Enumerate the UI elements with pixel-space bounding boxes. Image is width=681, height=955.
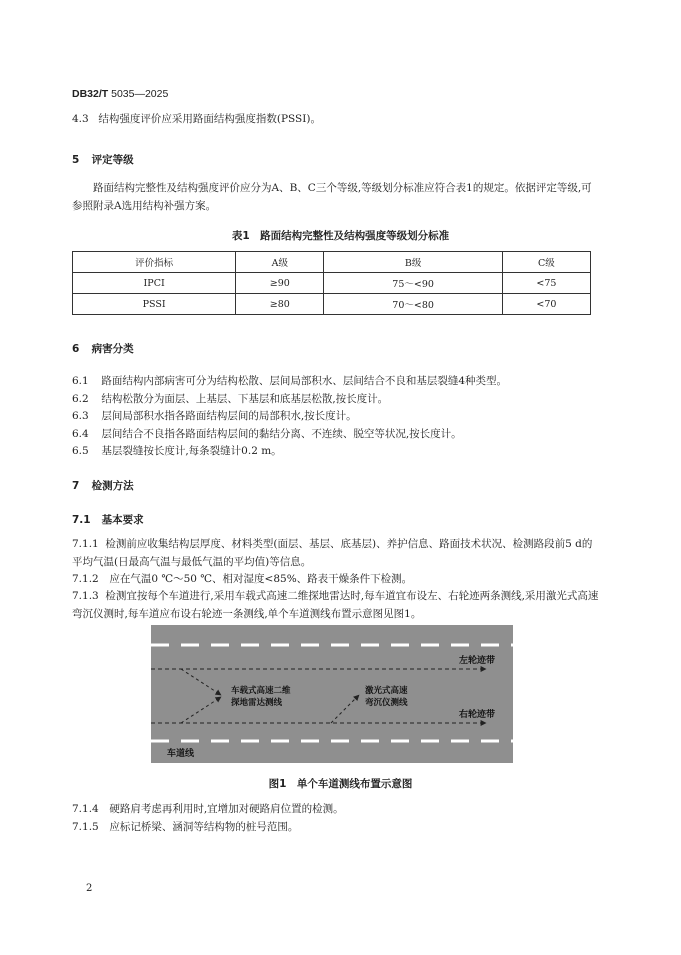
section-6-heading xyxy=(72,341,134,357)
section-7-1-heading xyxy=(72,512,144,528)
section-number: 7 xyxy=(72,480,80,492)
clause-number: 6.5 xyxy=(72,445,89,457)
table-cell: ≥80 xyxy=(236,294,324,315)
clause-number: 7.1.5 xyxy=(72,821,99,833)
clause-7-1-5 xyxy=(72,819,298,835)
table-row xyxy=(73,273,591,294)
gpr-label-line2: 探地雷达测线 xyxy=(231,698,283,708)
clause-number: 7.1.3 xyxy=(72,590,99,602)
clause-7-1-2 xyxy=(72,571,412,587)
left-track-label: 左轮迹带 xyxy=(459,656,496,666)
standard-code xyxy=(72,88,168,100)
section-title: 检测方法 xyxy=(91,480,134,492)
standard-number: 5035—2025 xyxy=(111,88,169,100)
section-5-heading xyxy=(72,152,134,168)
page-number: 2 xyxy=(86,883,93,894)
header-cell: C级 xyxy=(502,252,590,273)
laser-label-line2: 弯沉仪测线 xyxy=(365,698,408,708)
section-number: 7.1 xyxy=(72,514,91,526)
clause-text: 层间结合不良指各路面结构层间的黏结分离、不连续、脱空等状况,按长度计。 xyxy=(101,428,462,440)
clause-6-3 xyxy=(72,408,357,424)
clause-number: 6.1 xyxy=(72,375,89,387)
table-cell: IPCI xyxy=(73,273,236,294)
section-7-heading xyxy=(72,478,134,494)
clause-number: 6.3 xyxy=(72,410,89,422)
section-number: 5 xyxy=(72,154,80,166)
lane-line-label: 车道线 xyxy=(167,749,195,759)
table-cell: PSSI xyxy=(73,294,236,315)
clause-text: 基层裂缝按长度计,每条裂缝计0.2 m。 xyxy=(101,445,282,457)
clause-number: 7.1.2 xyxy=(72,573,99,585)
clause-text: 检测宜按每个车道进行,采用车载式高速二维探地雷达时,每车道宜布设左、右轮迹两条测线,采用激光式高速弯沉仪测时,每车道应布设右轮迹一条测线,单个车道测线布置示意图见图1。 xyxy=(72,590,599,620)
right-track-label: 右轮迹带 xyxy=(459,710,496,720)
table-header-row xyxy=(73,252,591,273)
grade-table xyxy=(72,251,591,315)
section-title: 评定等级 xyxy=(91,154,134,166)
clause-6-4 xyxy=(72,426,462,442)
clause-7-1-4 xyxy=(72,801,344,817)
clause-6-5 xyxy=(72,443,282,459)
clause-number: 7.1.1 xyxy=(72,538,99,550)
clause-number: 4.3 xyxy=(72,113,89,125)
standard-prefix: DB32/T xyxy=(72,88,109,100)
header-cell: 评价指标 xyxy=(73,252,236,273)
clause-6-2 xyxy=(72,391,388,407)
clause-text: 应在气温0 ℃～50 ℃、相对湿度<85%、路表干燥条件下检测。 xyxy=(109,573,413,585)
header-cell: A级 xyxy=(236,252,324,273)
clause-text: 结构强度评价应采用路面结构强度指数(PSSI)。 xyxy=(98,113,321,125)
table-cell: 70～<80 xyxy=(324,294,502,315)
clause-6-1 xyxy=(72,373,507,389)
clause-text: 硬路肩考虑再利用时,宜增加对硬路肩位置的检测。 xyxy=(109,803,344,815)
lane-layout-figure xyxy=(151,625,513,763)
section-title: 病害分类 xyxy=(91,343,134,355)
clause-text: 层间局部积水指各路面结构层间的局部积水,按长度计。 xyxy=(101,410,357,422)
figure-1-caption: 图1 单个车道测线布置示意图 xyxy=(268,778,413,790)
clause-text: 检测前应收集结构层厚度、材料类型(面层、基层、底基层)、养护信息、路面技术状况、检测路段前5 d的平均气温(日最高气温与最低气温的平均值)等信息。 xyxy=(72,538,593,568)
clause-number: 7.1.4 xyxy=(72,803,99,815)
clause-text: 结构松散分为面层、上基层、下基层和底基层松散,按长度计。 xyxy=(101,393,389,405)
gpr-label-line1: 车载式高速二维 xyxy=(231,686,291,696)
table-row xyxy=(73,294,591,315)
section-number: 6 xyxy=(72,343,80,355)
table-cell: ≥90 xyxy=(236,273,324,294)
clause-text: 应标记桥梁、涵洞等结构物的桩号范围。 xyxy=(109,821,299,833)
table-cell: <70 xyxy=(502,294,590,315)
header-cell: B级 xyxy=(324,252,502,273)
section-title: 基本要求 xyxy=(101,514,144,526)
section-5-paragraph: 路面结构完整性及结构强度评价应分为A、B、C三个等级,等级划分标准应符合表1的规定。依据评定等级,可参照附录A选用结构补强方案。 xyxy=(72,182,592,212)
clause-4-3 xyxy=(72,111,321,127)
clause-text: 路面结构内部病害可分为结构松散、层间局部积水、层间结合不良和基层裂缝4种类型。 xyxy=(101,375,508,387)
clause-number: 6.4 xyxy=(72,428,89,440)
clause-7-1-1 xyxy=(72,535,602,571)
laser-label-line1: 激光式高速 xyxy=(365,686,408,696)
clause-number: 6.2 xyxy=(72,393,89,405)
clause-7-1-3 xyxy=(72,587,602,623)
table-cell: 75～<90 xyxy=(324,273,502,294)
table-cell: <75 xyxy=(502,273,590,294)
table-1-caption: 表1 路面结构完整性及结构强度等级划分标准 xyxy=(231,230,450,242)
